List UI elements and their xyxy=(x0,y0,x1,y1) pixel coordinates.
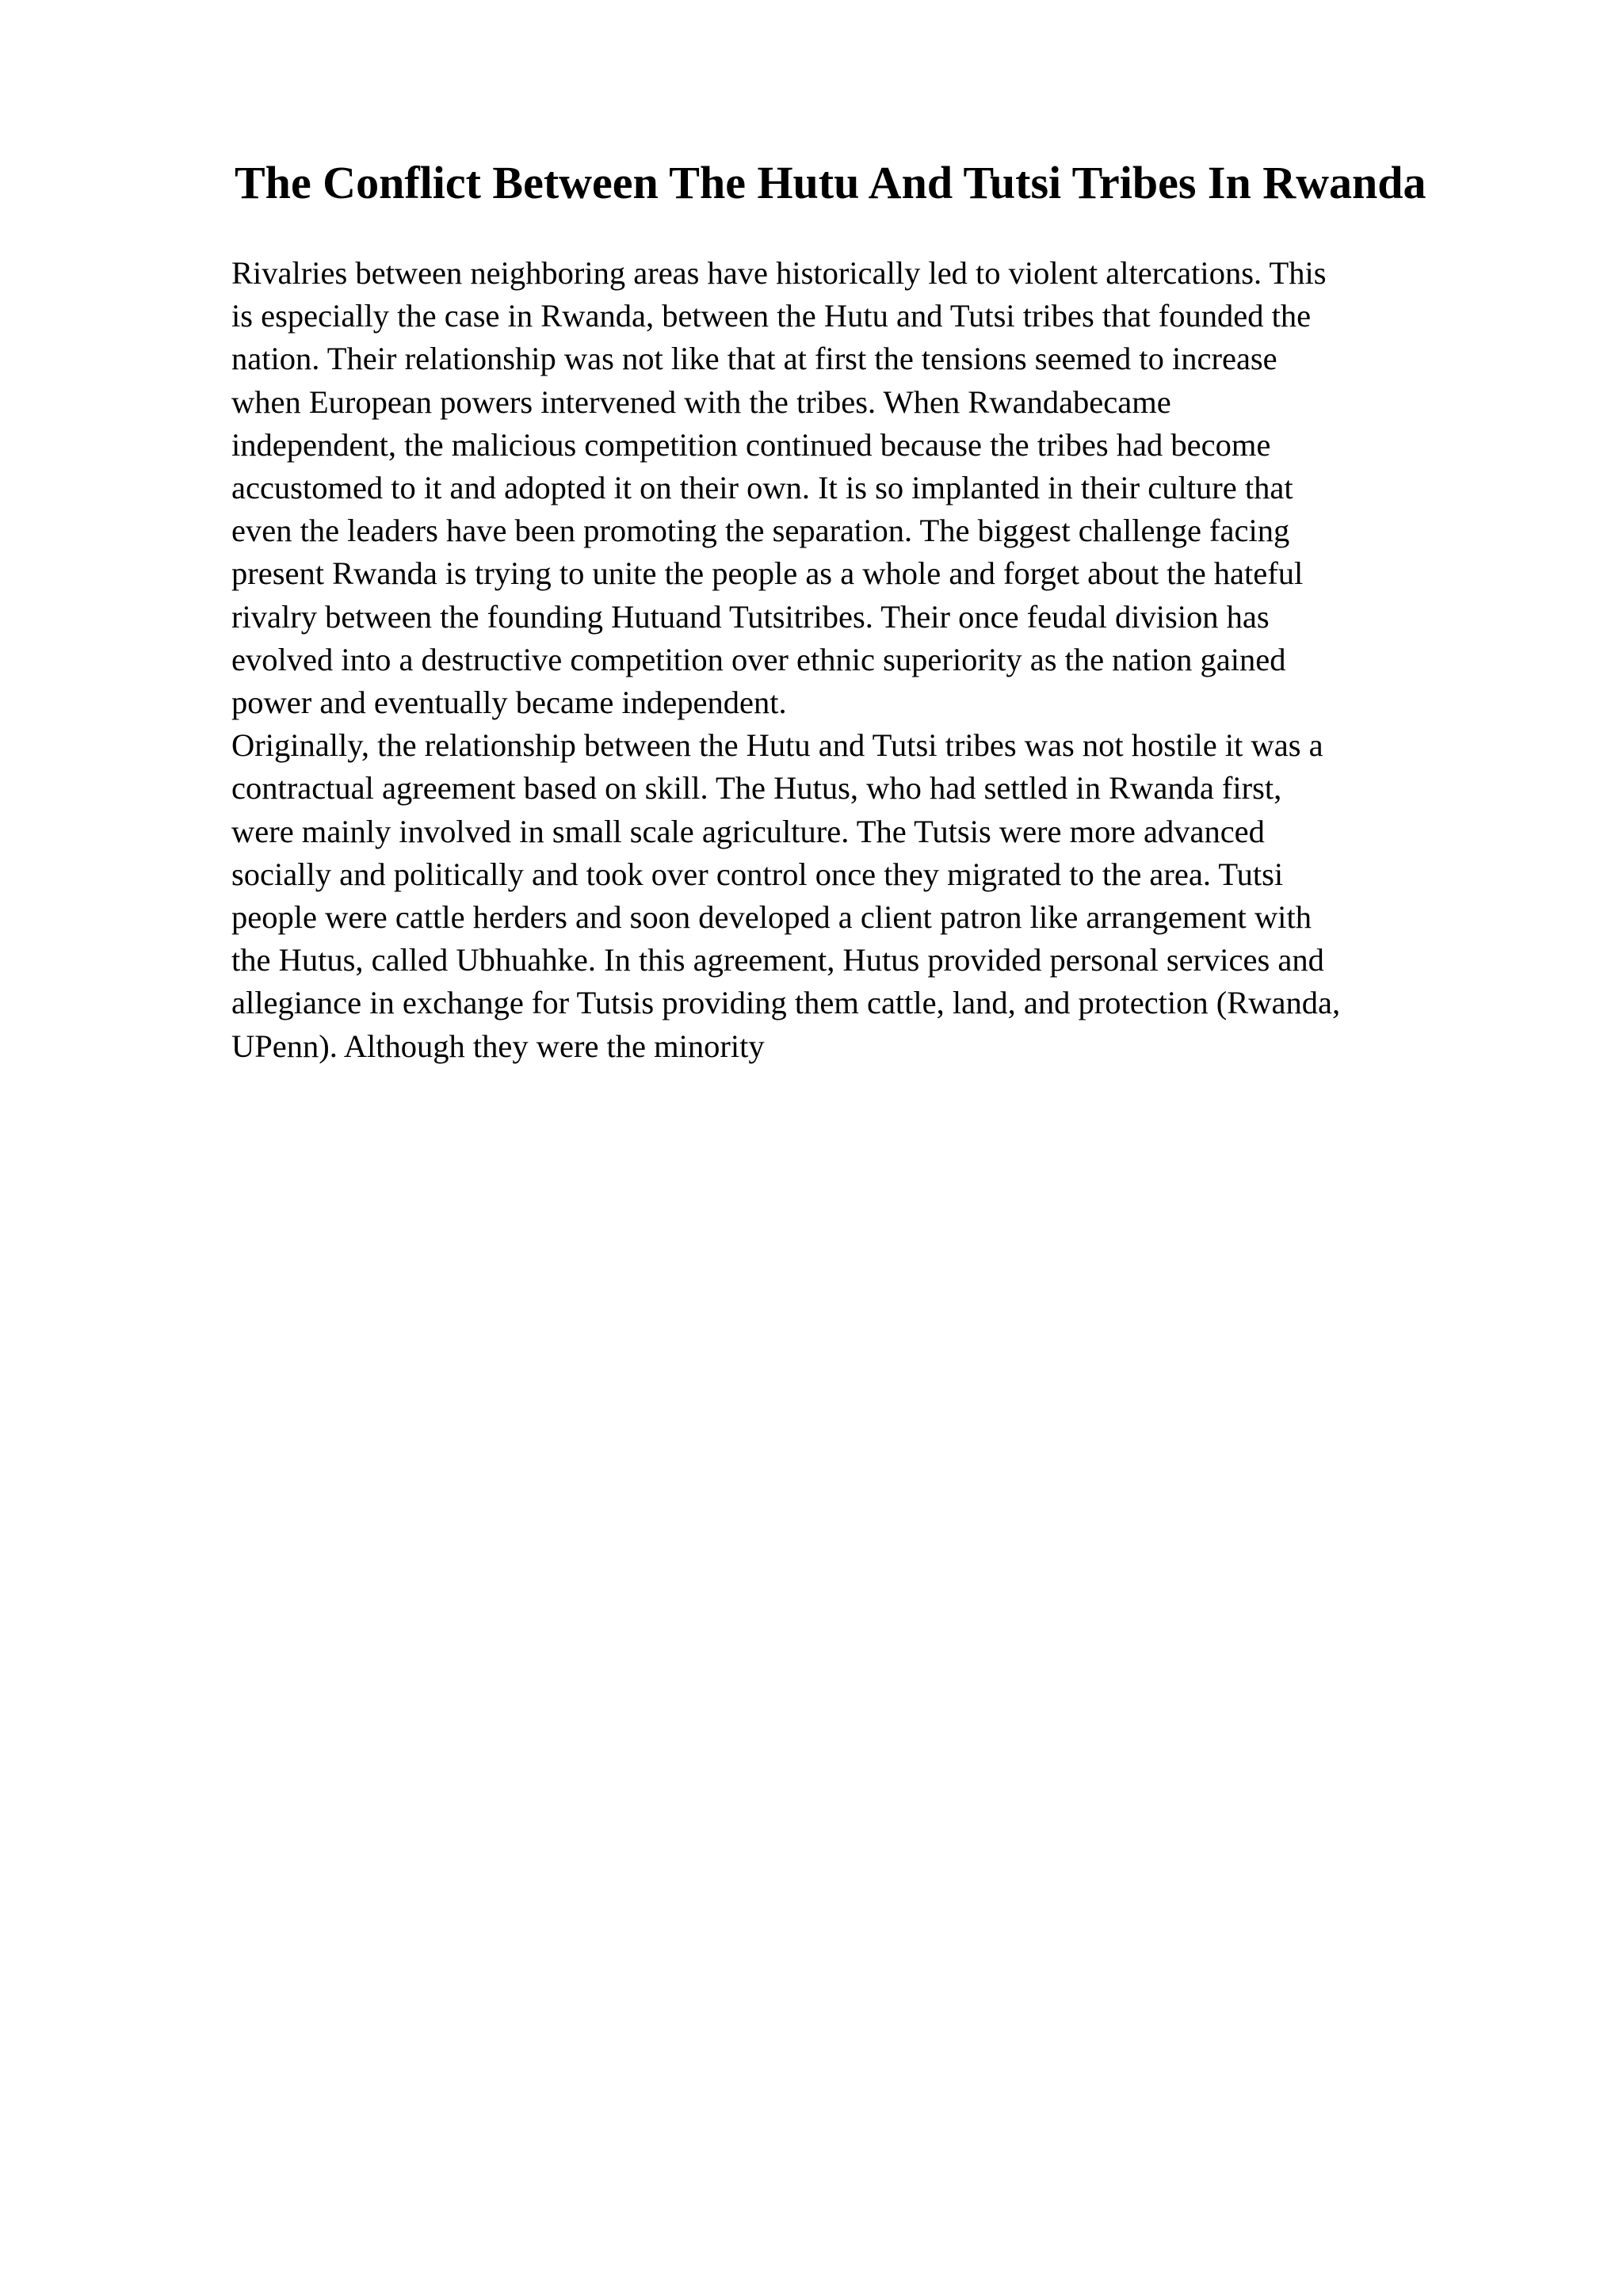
body-line-8: present Rwanda is trying to unite the people as a whole and forget about the hateful xyxy=(231,555,1304,592)
body-line-3: nation. Their relationship was not like that at first the tensions seemed to increase xyxy=(231,341,1277,377)
body-line-7: even the leaders have been promoting the separation. The biggest challenge facing xyxy=(231,513,1290,549)
body-line-5: independent, the malicious competition continued because the tribes had become xyxy=(231,426,1271,463)
body-line-4: when European powers intervened with the tribes. When Rwandabecame xyxy=(231,383,1171,420)
body-line-11: power and eventually became independent. xyxy=(231,685,787,721)
document-content xyxy=(231,151,1515,1068)
body-line-2: is especially the case in Rwanda, between the Hutu and Tutsi tribes that founded the xyxy=(231,298,1312,334)
document-body xyxy=(231,252,1515,1068)
body-line-12: Originally, the relationship between the Hutu and Tutsi tribes was not hostile it was a xyxy=(231,727,1323,764)
body-line-16: people were cattle herders and soon developed a client patron like arrangement with xyxy=(231,899,1312,936)
body-line-6: accustomed to it and adopted it on their own. It is so implanted in their culture that xyxy=(231,470,1293,506)
body-line-13: contractual agreement based on skill. The Hutus, who had settled in Rwanda first, xyxy=(231,770,1282,807)
body-line-15: socially and politically and took over control once they migrated to the area. Tutsi xyxy=(231,856,1284,892)
body-line-10: evolved into a destructive competition over ethnic superiority as the nation gained xyxy=(231,641,1286,677)
body-line-17: the Hutus, called Ubhuahke. In this agreement, Hutus provided personal services and xyxy=(231,942,1324,978)
body-line-14: were mainly involved in small scale agriculture. The Tutsis were more advanced xyxy=(231,813,1265,849)
body-line-1: Rivalries between neighboring areas have historically led to violent altercations. This xyxy=(231,255,1327,291)
body-line-9: rivalry between the founding Hutuand Tutsitribes. Their once feudal division has xyxy=(231,598,1270,635)
body-line-19: UPenn). Although they were the minority xyxy=(231,1028,765,1064)
document-title: The Conflict Between The Hutu And Tutsi Tribes In Rwanda xyxy=(235,157,1426,208)
body-line-18: allegiance in exchange for Tutsis providing them cattle, land, and protection (Rwanda, xyxy=(231,985,1341,1021)
